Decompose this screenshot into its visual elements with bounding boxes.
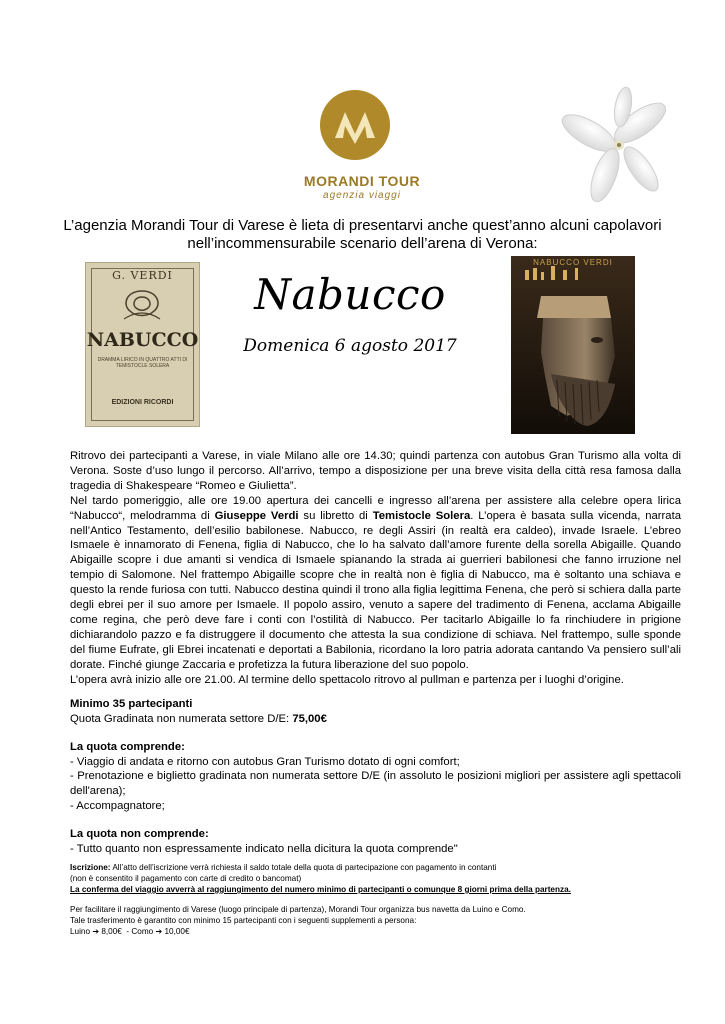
shuttle-line-2: Tale trasferimento è garantito con minimo 15 partecipanti con i seguenti supplementi a persona: (70, 916, 417, 925)
quota-price: 75,00€ (292, 712, 327, 725)
composer-name: Giuseppe Verdi (214, 509, 299, 522)
intro-line-2: nell’incommensurabile scenario dell’arena di Verona: (187, 235, 538, 252)
arrow-right-icon: ➔ (92, 927, 100, 936)
book-subtitle: DRAMMA LIRICO IN QUATTRO ATTI DI TEMISTOCLE SOLERA (97, 357, 188, 369)
event-date: Domenica 6 agosto 2017 (243, 336, 457, 356)
p2-text-a: Nel tardo pomeriggio, alle ore 19.00 apertura dei cancelli e ingresso all’arena per assistere alla celebre opera lirica “Nabucco“, melodramma di (70, 494, 681, 522)
excludes-item-1: - Tutto quanto non espressamente indicato nella dicitura la quota comprende" (70, 842, 458, 855)
registration-label: Iscrizione: (70, 863, 111, 872)
luino-label: Luino (70, 927, 91, 936)
logo-subtitle: agenzia viaggi (323, 190, 401, 201)
book-title: NABUCCO (86, 329, 199, 351)
quota-label: Quota Gradinata non numerata settore D/E: (70, 712, 293, 725)
arrow-right-icon: ➔ (155, 927, 163, 936)
shuttle-line-1: Per facilitare il raggiungimento di Varese (luogo principale di partenza), Morandi Tour organizza bus navetta da Luino e Como. (70, 905, 526, 914)
excludes-title: La quota non comprende: (70, 828, 209, 841)
includes-item-2: - Prenotazione e biglietto gradinata non numerata settore D/E (in assoluto le posizioni migliori per assistere agli spettacoli dell'arena); (70, 770, 681, 797)
intro-line-1: L’agenzia Morandi Tour di Varese è lieta di presentarvi anche quest’anno alcuni capolavori (63, 217, 662, 234)
nabucco-poster-image (511, 256, 635, 434)
librettist-name: Temistocle Solera (372, 509, 471, 522)
flower-image (545, 85, 683, 203)
quota-line (70, 712, 681, 727)
como-label: - Como (126, 927, 154, 936)
minimum-participants: Minimo 35 partecipanti (70, 698, 193, 710)
p2-text-c: . L’opera è basata sulla vicenda, narrata nell’Antico Testamento, dell’esilio babilonese. Nabucco, re degli Assiri (in realtà era caldeo), invade Israele. L’ebreo Ismaele è innamorato di Fenena, figlia di Nabucco, che lo ha salvato dall’amore furente della sorella Abigaille. Quando Abigaille scopre i due amanti si vendica di Ismaele spianando la strada ai guerrieri babilonesi che fanno irruzione nel tempio di Salomone. Nel frattempo Abigaille scopre che in realtà non è figlia di Nabucco, ma è soltanto una schiava e questo la rende furiosa con tutti. Nabucco destina quindi il trono alla figlia legittima Fenena, che però si schiera dalla parte degli ebrei per il suo amore per Ismaele. Il popolo assiro, venuto a sapere del tradimento di Fenena, acclama Abigaille come regina, che però deve fare i conti con l’ostilità di Nabucco. Per tacitarlo Abigaille lo fa rinchiudere in prigione dichiarandolo pazzo e fa distruggere il documento che attesta la sua condizione di schiava. Nel frattempo, sulle sponde del fiume Eufrate, gli Ebrei incatenati e deportati a Babilonia, ricordano la loro patria adorata cantando Va pensiero sull’ali dorate. Finché giunge Zaccaria e profetizza la futura liberazione del suo popolo. (70, 509, 682, 671)
pricing-section (70, 697, 681, 856)
logo-brand: MORANDI TOUR (303, 173, 421, 189)
poster-caption: NABUCCO VERDI (533, 258, 613, 267)
luino-price: 8,00€ (101, 927, 122, 936)
confirmation-note: La conferma del viaggio avverrà al raggiungimento del numero minimo di partecipanti o comunque 8 giorni prima della partenza. (70, 885, 571, 894)
itinerary-paragraph-3: L’opera avrà inizio alle ore 21.00. Al termine dello spettacolo ritrovo al pullman e partenza per i luoghi d’origine. (70, 673, 624, 686)
itinerary-paragraph-2 (70, 494, 681, 673)
book-cover-image (85, 262, 200, 427)
como-price: 10,00€ (164, 927, 190, 936)
book-publisher: EDIZIONI RICORDI (111, 399, 174, 406)
book-author: G. VERDI (112, 269, 173, 282)
registration-text: All’atto dell’iscrizione verrà richiesta il saldo totale della quota di partecipazione con pagamento in contanti (110, 863, 497, 872)
includes-item-1: - Viaggio di andata e ritorno con autobus Gran Turismo dotato di ogni comfort; (70, 755, 460, 768)
fine-print (70, 862, 681, 937)
includes-title: La quota comprende: (70, 741, 185, 754)
registration-line (70, 862, 681, 873)
p2-text-b: su libretto di (298, 509, 373, 522)
registration-note: (non è consentito il pagamento con carte di credito o bancomat) (70, 874, 302, 883)
itinerary-paragraph-1: Ritrovo dei partecipanti a Varese, in viale Milano alle ore 14.30; quindi partenza con autobus Gran Turismo alla volta di Verona. Soste d’uso lungo il percorso. All’arrivo, tempo a disposizione per una breve visita della città resa famosa dalla tragedia di Shakespeare “Romeo e Giulietta”. (70, 450, 681, 492)
intro-text (60, 217, 665, 253)
logo-mark-icon (331, 104, 379, 146)
agency-logo (287, 90, 437, 202)
event-title: Nabucco (254, 270, 446, 319)
shuttle-prices (70, 926, 681, 937)
includes-item-3: - Accompagnatore; (70, 799, 165, 812)
ornament-icon (116, 287, 168, 325)
itinerary-text (70, 449, 681, 688)
